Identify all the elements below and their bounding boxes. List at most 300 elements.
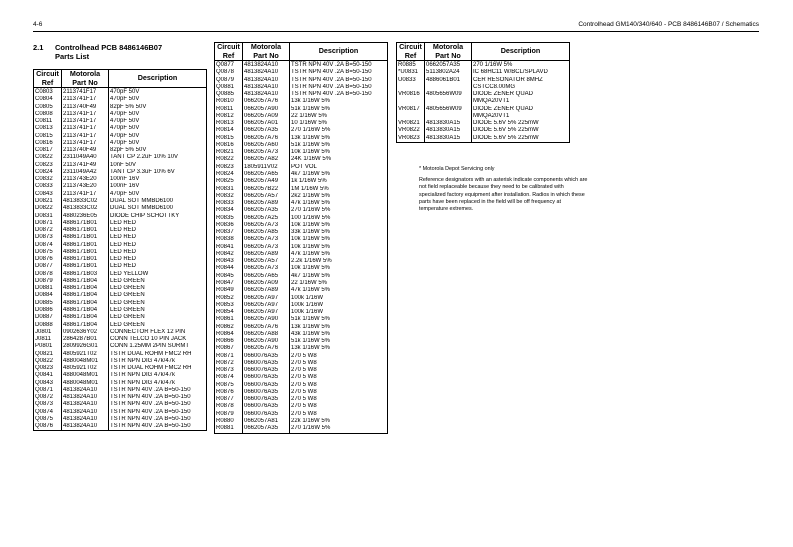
part-number-cell: 4805921T02 (62, 351, 109, 358)
circuit-ref-cell: D0885 (34, 300, 62, 307)
part-number-cell: 0660076A35 (243, 389, 290, 396)
part-number-cell: 0662057A35 (243, 207, 290, 214)
circuit-ref-cell: R0854 (215, 309, 243, 316)
circuit-ref-cell: Q0871 (34, 387, 62, 394)
table-row (215, 207, 388, 214)
part-number-cell: 0662057A73 (243, 222, 290, 229)
description-cell: TSTR NPN DIG 47k/47k (109, 380, 207, 387)
table-row (34, 329, 207, 336)
description-cell: 270 1/16W 5% (472, 61, 570, 70)
part-number-cell: 2864287B01 (62, 336, 109, 343)
part-number-cell: 0662057A88 (243, 331, 290, 338)
circuit-ref-cell: R0833 (215, 200, 243, 207)
part-number-cell: 0662057B22 (243, 186, 290, 193)
description-cell: TSTR NPN 40V .2A B=50-150 (290, 91, 388, 98)
part-number-cell: 0662057A09 (243, 280, 290, 287)
description-cell: TSTR NPN 40V .2A B=50-150 (109, 409, 207, 416)
part-number-cell: 4813824A10 (243, 61, 290, 70)
col-header-part-no: Motorola Part No (425, 43, 472, 61)
circuit-ref-cell: R0838 (215, 236, 243, 243)
table-row (34, 416, 207, 423)
table-row (215, 251, 388, 258)
description-cell: IC 68HC11 W/BCL/SPLAVD (472, 69, 570, 76)
part-number-cell: 4886171B01 (62, 249, 109, 256)
circuit-ref-cell: C0816 (34, 140, 62, 147)
parts-table-1 (33, 69, 207, 431)
part-number-cell: 4805921T02 (62, 365, 109, 372)
part-number-cell: 2113741F17 (62, 118, 109, 125)
table-row (215, 222, 388, 229)
description-cell: 24K 1/16W 5% (290, 156, 388, 163)
part-number-cell: 0662057A76 (243, 98, 290, 105)
circuit-ref-cell: R0880 (215, 418, 243, 425)
table-row (215, 425, 388, 433)
circuit-ref-cell: R0821 (215, 149, 243, 156)
part-number-cell: 4813824A10 (62, 423, 109, 431)
part-number-cell: 4813830A15 (425, 120, 472, 127)
table-row (215, 367, 388, 374)
part-number-cell: 0660076A35 (243, 396, 290, 403)
part-number-cell (425, 113, 472, 120)
part-number-cell: 4805656W09 (425, 106, 472, 113)
description-cell: DIODE ZENER QUAD (472, 106, 570, 113)
table-row (34, 263, 207, 270)
description-cell: MMQA20VT1 (472, 98, 570, 105)
table-row (215, 91, 388, 98)
circuit-ref-cell: D0872 (34, 227, 62, 234)
table-row (397, 98, 570, 105)
table-row (34, 372, 207, 379)
description-cell: 270 5 W8 (290, 374, 388, 381)
table-row (34, 198, 207, 205)
circuit-ref-cell: C0803 (34, 88, 62, 97)
description-cell: TSTR NPN 40V .2A B=50-150 (290, 84, 388, 91)
table-row (215, 113, 388, 120)
part-number-cell: 4880048M01 (62, 358, 109, 365)
table-row (215, 309, 388, 316)
description-cell: 2.2k 1/16W 5% (290, 258, 388, 265)
col-header-description: Description (290, 43, 388, 61)
circuit-ref-cell: C0832 (34, 176, 62, 183)
table-row (34, 387, 207, 394)
part-number-cell: 4886171B03 (62, 271, 109, 278)
table-row (215, 178, 388, 185)
circuit-ref-cell: R0835 (215, 215, 243, 222)
circuit-ref-cell: VR0822 (397, 127, 425, 134)
description-cell: CONNECTOR FLEX 12 PIN (109, 329, 207, 336)
description-cell: LED RED (109, 263, 207, 270)
part-number-cell: 0662057A65 (243, 273, 290, 280)
table-row (34, 176, 207, 183)
description-cell: LED GREEN (109, 300, 207, 307)
circuit-ref-cell: Q0822 (34, 358, 62, 365)
circuit-ref-cell: R0834 (215, 207, 243, 214)
table-row (215, 265, 388, 272)
part-number-cell: 0660076A35 (243, 353, 290, 360)
table-row (215, 258, 388, 265)
part-number-cell: 0662057A76 (243, 135, 290, 142)
part-number-cell (425, 98, 472, 105)
table-row (34, 147, 207, 154)
col-header-part-no: Motorola Part No (62, 70, 109, 88)
description-cell: 22 1/16W 5% (290, 113, 388, 120)
description-cell: LED RED (109, 249, 207, 256)
circuit-ref-cell: C0833 (34, 183, 62, 190)
description-cell: TSTR NPN 40V .2A B=50-150 (109, 416, 207, 423)
part-number-cell: 4813824A10 (62, 387, 109, 394)
circuit-ref-cell: R0876 (215, 389, 243, 396)
part-number-cell: 4886171B01 (62, 220, 109, 227)
table-row (34, 96, 207, 103)
circuit-ref-cell: R0878 (215, 403, 243, 410)
part-number-cell: 0662057A90 (243, 338, 290, 345)
part-number-cell: 0662057A65 (243, 171, 290, 178)
table-row (397, 91, 570, 98)
description-cell: 1k 1/16W 5% (290, 178, 388, 185)
description-cell: 2k2 1/16W 5% (290, 193, 388, 200)
description-cell: CONN 1.25MM 2PIN SURMT (109, 343, 207, 350)
table-row (397, 84, 570, 91)
description-cell: 47k 1/16W 5% (290, 251, 388, 258)
description-cell: 51k 1/16W 5% (290, 142, 388, 149)
description-cell: TSTR NPN 40V .2A B=50-150 (109, 387, 207, 394)
table-row (215, 287, 388, 294)
description-cell: MMQA20VT1 (472, 113, 570, 120)
circuit-ref-cell: D0876 (34, 256, 62, 263)
circuit-ref-cell: VR0816 (397, 91, 425, 98)
part-number-cell: 4886171B04 (62, 285, 109, 292)
part-number-cell: 0662057A97 (243, 302, 290, 309)
description-cell: 100nF 16V (109, 176, 207, 183)
description-cell: LED YELLOW (109, 271, 207, 278)
description-cell: DIODE 5.6V 5% 225mW (472, 120, 570, 127)
part-number-cell: 2113743E20 (62, 183, 109, 190)
circuit-ref-cell: R0877 (215, 396, 243, 403)
part-number-cell: 4886171B04 (62, 322, 109, 329)
description-cell: 470pF 50V (109, 140, 207, 147)
circuit-ref-cell: R0861 (215, 316, 243, 323)
part-number-cell: 2113741F17 (62, 88, 109, 97)
part-number-cell: 0662057A90 (243, 106, 290, 113)
circuit-ref-cell: Q0875 (34, 416, 62, 423)
table-row (34, 205, 207, 212)
circuit-ref-cell: D0879 (34, 278, 62, 285)
part-number-cell: 4813824A10 (243, 91, 290, 98)
table-row (34, 343, 207, 350)
part-number-cell: 0660076A35 (243, 403, 290, 410)
circuit-ref-cell: R0845 (215, 273, 243, 280)
part-number-cell: 0662057A89 (243, 200, 290, 207)
description-cell: 270 5 W8 (290, 396, 388, 403)
description-cell: 47k 1/16W 5% (290, 200, 388, 207)
circuit-ref-cell: Q0823 (34, 365, 62, 372)
description-cell: 10k 1/16W 5% (290, 222, 388, 229)
table-row (215, 338, 388, 345)
part-number-cell: 0662057A35 (243, 425, 290, 433)
table-row (34, 351, 207, 358)
circuit-ref-cell (397, 98, 425, 105)
description-cell: 82pF 5% 50V (109, 104, 207, 111)
circuit-ref-cell: R0823 (215, 164, 243, 171)
table-row (34, 118, 207, 125)
table-row (397, 69, 570, 76)
circuit-ref-cell: D0873 (34, 234, 62, 241)
part-number-cell: 4886171B01 (62, 242, 109, 249)
table-row (34, 285, 207, 292)
table-row (34, 358, 207, 365)
description-cell: 270 5 W8 (290, 353, 388, 360)
description-cell: LED GREEN (109, 278, 207, 285)
description-cell: 470pF 50V (109, 88, 207, 97)
part-number-cell: 0662057A35 (425, 61, 472, 70)
circuit-ref-cell: R0822 (215, 156, 243, 163)
part-number-cell: 4813824A10 (243, 84, 290, 91)
col-header-part-no: Motorola Part No (243, 43, 290, 61)
circuit-ref-cell: C0813 (34, 125, 62, 132)
description-cell: LED RED (109, 256, 207, 263)
circuit-ref-cell: R0842 (215, 251, 243, 258)
part-number-cell: 2113741F17 (62, 125, 109, 132)
circuit-ref-cell (397, 84, 425, 91)
part-number-cell: 2113741F17 (62, 96, 109, 103)
description-cell: 470pF 50V (109, 191, 207, 198)
table-row (215, 396, 388, 403)
circuit-ref-cell: R0837 (215, 229, 243, 236)
circuit-ref-cell: C0805 (34, 104, 62, 111)
table-row (215, 171, 388, 178)
part-number-cell: 4813833C02 (62, 198, 109, 205)
circuit-ref-cell: *U0831 (397, 69, 425, 76)
description-cell: 43k 1/16W 5% (290, 331, 388, 338)
table-row (34, 300, 207, 307)
part-number-cell: 0662057A76 (243, 345, 290, 352)
part-number-cell: 0662057A57 (243, 193, 290, 200)
circuit-ref-cell: Q0841 (34, 372, 62, 379)
table-row (34, 314, 207, 321)
circuit-ref-cell: R0864 (215, 331, 243, 338)
table-row (215, 345, 388, 352)
description-cell: 270 1/16W 5% (290, 425, 388, 433)
description-cell: 13k 1/16W 5% (290, 345, 388, 352)
description-cell: 270 5 W8 (290, 403, 388, 410)
part-number-cell: 0662057A97 (243, 295, 290, 302)
description-cell: DIODE 5.6V 5% 225mW (472, 127, 570, 134)
part-number-cell: 4813824A10 (243, 69, 290, 76)
circuit-ref-cell: C0804 (34, 96, 62, 103)
description-cell: 470pF 50V (109, 133, 207, 140)
description-cell: 10k 1/16W 5% (290, 236, 388, 243)
circuit-ref-cell: U0833 (397, 77, 425, 84)
col-header-circuit-ref: Circuit Ref (397, 43, 425, 61)
circuit-ref-cell: D0877 (34, 263, 62, 270)
part-number-cell: 2113743E20 (62, 176, 109, 183)
description-cell: LED GREEN (109, 307, 207, 314)
table-row (397, 77, 570, 84)
table-row (215, 244, 388, 251)
circuit-ref-cell: D0887 (34, 314, 62, 321)
part-number-cell: 4805656W09 (425, 91, 472, 98)
circuit-ref-cell: D0874 (34, 242, 62, 249)
circuit-ref-cell: R0862 (215, 324, 243, 331)
part-number-cell: 4886171B04 (62, 314, 109, 321)
description-cell: 82pF 5% 50V (109, 147, 207, 154)
table-row (34, 213, 207, 220)
col-header-circuit-ref: Circuit Ref (34, 70, 62, 88)
part-number-cell: 0662057A90 (243, 316, 290, 323)
circuit-ref-cell: R0814 (215, 127, 243, 134)
circuit-ref-cell: Q0872 (34, 394, 62, 401)
table-row (215, 403, 388, 410)
table-row (34, 401, 207, 408)
description-cell: TSTR DUAL ROHM FMC2 RH (109, 365, 207, 372)
table-row (34, 307, 207, 314)
table-row (34, 227, 207, 234)
part-number-cell: 0662057A25 (243, 215, 290, 222)
part-number-cell: 0662057A89 (243, 251, 290, 258)
circuit-ref-cell: C0817 (34, 147, 62, 154)
description-cell: DIODE ZENER QUAD (472, 91, 570, 98)
table-row (34, 125, 207, 132)
table-row (34, 140, 207, 147)
table-row (215, 77, 388, 84)
description-cell: TSTR NPN 40V .2A B=50-150 (109, 401, 207, 408)
table-row (34, 88, 207, 97)
table-row (215, 411, 388, 418)
part-number-cell: 2113741F17 (62, 133, 109, 140)
part-number-cell: 2113741F49 (62, 162, 109, 169)
circuit-ref-cell: R0867 (215, 345, 243, 352)
description-cell: TANT CP 3.3uF 10% 6V (109, 169, 207, 176)
table-row (397, 135, 570, 143)
table-row (215, 149, 388, 156)
part-number-cell: 4886171B04 (62, 300, 109, 307)
circuit-ref-cell: R0885 (397, 61, 425, 70)
description-cell: 270 5 W8 (290, 382, 388, 389)
circuit-ref-cell: R0831 (215, 186, 243, 193)
section-title: Controlhead PCB 8486146B07 (55, 43, 163, 52)
part-number-cell: 0662057A09 (243, 113, 290, 120)
circuit-ref-cell: C0824 (34, 169, 62, 176)
table-row (34, 249, 207, 256)
description-cell: DIODE 5.6V 5% 225mW (472, 135, 570, 143)
circuit-ref-cell: Q0821 (34, 351, 62, 358)
circuit-ref-cell: Q0873 (34, 401, 62, 408)
circuit-ref-cell: R0832 (215, 193, 243, 200)
description-cell: 270 5 W8 (290, 367, 388, 374)
circuit-ref-cell: R0841 (215, 244, 243, 251)
description-cell: TSTR NPN 40V .2A B=50-150 (290, 61, 388, 70)
part-number-cell: 4813830A15 (425, 127, 472, 134)
table-row (34, 380, 207, 387)
circuit-ref-cell: R0836 (215, 222, 243, 229)
section-subtitle: Parts List (55, 52, 90, 61)
part-number-cell: 2113741F17 (62, 191, 109, 198)
part-number-cell: 4886171B04 (62, 292, 109, 299)
circuit-ref-cell: R0816 (215, 142, 243, 149)
circuit-ref-cell: R0849 (215, 287, 243, 294)
circuit-ref-cell: R0852 (215, 295, 243, 302)
circuit-ref-cell: VR0817 (397, 106, 425, 113)
description-cell: 270 5 W8 (290, 360, 388, 367)
circuit-ref-cell: R0875 (215, 382, 243, 389)
circuit-ref-cell: R0873 (215, 367, 243, 374)
table-row (34, 234, 207, 241)
table-row (215, 61, 388, 70)
circuit-ref-cell: R0871 (215, 353, 243, 360)
table-row (34, 423, 207, 431)
part-number-cell: 0662057A60 (243, 142, 290, 149)
table-row (215, 236, 388, 243)
part-number-cell: 0662057A57 (243, 258, 290, 265)
circuit-ref-cell: R0879 (215, 411, 243, 418)
circuit-ref-cell: R0812 (215, 113, 243, 120)
circuit-ref-cell: R0872 (215, 360, 243, 367)
part-number-cell: 0662057A35 (243, 127, 290, 134)
circuit-ref-cell: R0825 (215, 178, 243, 185)
part-number-cell: 0662057A89 (243, 287, 290, 294)
table-row (34, 336, 207, 343)
table-row (397, 127, 570, 134)
part-number-cell: 0662057A76 (243, 324, 290, 331)
part-number-cell: 0660076A35 (243, 411, 290, 418)
circuit-ref-cell (397, 113, 425, 120)
parts-table-3 (396, 42, 570, 143)
table-row (397, 61, 570, 70)
description-cell: TSTR DUAL ROHM FMC2 RH (109, 351, 207, 358)
table-row (34, 365, 207, 372)
description-cell: 1M 1/16W 5% (290, 186, 388, 193)
table-row (215, 106, 388, 113)
table-row (215, 273, 388, 280)
circuit-ref-cell: Q0877 (215, 61, 243, 70)
table-row (215, 418, 388, 425)
circuit-ref-cell: Q0843 (34, 380, 62, 387)
description-cell: TSTR NPN 40V .2A B=50-150 (109, 423, 207, 431)
table-row (215, 120, 388, 127)
description-cell: 10 1/16W 5% (290, 120, 388, 127)
description-cell: 47k 1/16W 5% (290, 287, 388, 294)
circuit-ref-cell: R0813 (215, 120, 243, 127)
description-cell: 100nF 16V (109, 183, 207, 190)
description-cell: 4k7 1/16W 5% (290, 273, 388, 280)
part-number-cell: 4813824A10 (243, 77, 290, 84)
parts-table-2 (214, 42, 388, 434)
section-number: 2.1 (33, 43, 44, 52)
part-number-cell: 4880048M01 (62, 380, 109, 387)
table-row (215, 127, 388, 134)
table-row (397, 113, 570, 120)
table-row (215, 374, 388, 381)
description-cell: 470pF 50V (109, 96, 207, 103)
part-number-cell: 4886171B01 (62, 263, 109, 270)
description-cell: 100k 1/16W (290, 302, 388, 309)
description-cell: 13k 1/16W 5% (290, 324, 388, 331)
circuit-ref-cell: D0821 (34, 198, 62, 205)
table-row (34, 271, 207, 278)
circuit-ref-cell: Q0876 (34, 423, 62, 431)
description-cell: 10k 1/16W 5% (290, 244, 388, 251)
table-row (215, 316, 388, 323)
header-rule (33, 31, 759, 32)
description-cell: TSTR NPN DIG 47k/47k (109, 358, 207, 365)
circuit-ref-cell: D0888 (34, 322, 62, 329)
circuit-ref-cell: C0843 (34, 191, 62, 198)
table-row (34, 292, 207, 299)
part-number-cell: 0662057A81 (243, 418, 290, 425)
part-number-cell: 4813830A15 (425, 135, 472, 143)
circuit-ref-cell: C0823 (34, 162, 62, 169)
description-cell: 100 1/16W 5% (290, 215, 388, 222)
